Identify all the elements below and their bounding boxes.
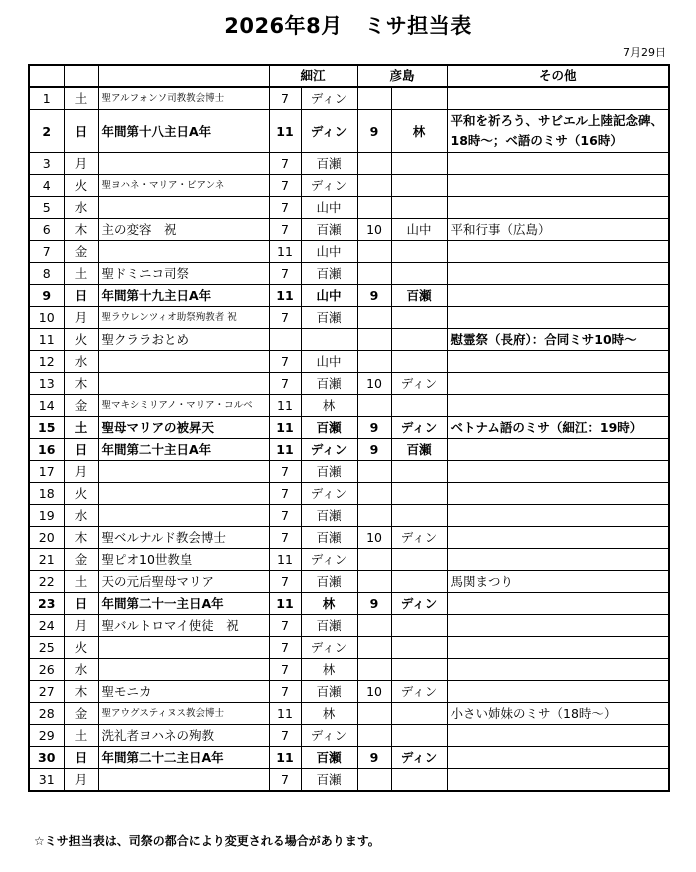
cell-hosoe-time: 11 xyxy=(269,703,301,725)
footer-note: ☆ミサ担当表は、司祭の都合により変更される場合があります。 xyxy=(34,834,380,848)
cell-other: 平和行事（広島） xyxy=(447,219,669,241)
cell-other xyxy=(447,725,669,747)
cell-hosoe-priest: 百瀬 xyxy=(301,153,357,175)
cell-hosoe-time: 7 xyxy=(269,461,301,483)
cell-day: 23 xyxy=(29,593,64,615)
cell-hikoshima-priest: ディン xyxy=(391,417,447,439)
cell-weekday: 土 xyxy=(64,571,98,593)
cell-hikoshima-time xyxy=(357,197,391,219)
cell-hosoe-priest: 百瀬 xyxy=(301,417,357,439)
cell-weekday: 木 xyxy=(64,373,98,395)
cell-hosoe-priest: 山中 xyxy=(301,197,357,219)
cell-day: 15 xyxy=(29,417,64,439)
cell-hikoshima-priest xyxy=(391,549,447,571)
cell-other: 慰霊祭（長府）：合同ミサ10時～ xyxy=(447,329,669,351)
cell-day: 3 xyxy=(29,153,64,175)
cell-hikoshima-time xyxy=(357,395,391,417)
cell-day: 25 xyxy=(29,637,64,659)
cell-hosoe-time: 7 xyxy=(269,153,301,175)
header-feast xyxy=(98,65,269,87)
cell-hikoshima-priest xyxy=(391,703,447,725)
table-row xyxy=(29,110,669,153)
cell-hikoshima-time: 9 xyxy=(357,285,391,307)
cell-day: 28 xyxy=(29,703,64,725)
cell-hikoshima-time xyxy=(357,659,391,681)
cell-day: 24 xyxy=(29,615,64,637)
cell-feast: 聖クララおとめ xyxy=(98,329,269,351)
cell-hikoshima-priest xyxy=(391,483,447,505)
cell-weekday: 火 xyxy=(64,637,98,659)
cell-hosoe-priest: ディン xyxy=(301,725,357,747)
table-row xyxy=(29,417,669,439)
cell-feast: 聖アウグスティヌス教会博士 xyxy=(98,703,269,725)
table-row xyxy=(29,681,669,703)
cell-hosoe-time: 11 xyxy=(269,285,301,307)
cell-other xyxy=(447,637,669,659)
cell-hikoshima-priest: ディン xyxy=(391,681,447,703)
table-row xyxy=(29,263,669,285)
cell-day: 9 xyxy=(29,285,64,307)
cell-weekday: 月 xyxy=(64,769,98,792)
cell-hikoshima-priest xyxy=(391,615,447,637)
cell-hikoshima-priest xyxy=(391,263,447,285)
cell-other xyxy=(447,395,669,417)
cell-hosoe-time: 7 xyxy=(269,87,301,110)
table-row xyxy=(29,87,669,110)
cell-hikoshima-time xyxy=(357,725,391,747)
cell-other xyxy=(447,373,669,395)
cell-hikoshima-priest xyxy=(391,395,447,417)
cell-day: 18 xyxy=(29,483,64,505)
cell-other xyxy=(447,439,669,461)
cell-hosoe-time: 7 xyxy=(269,373,301,395)
cell-feast: 聖マキシミリアノ・マリア・コルベ xyxy=(98,395,269,417)
cell-day: 26 xyxy=(29,659,64,681)
cell-weekday: 月 xyxy=(64,153,98,175)
cell-weekday: 日 xyxy=(64,747,98,769)
cell-hikoshima-priest: ディン xyxy=(391,527,447,549)
cell-hosoe-priest: ディン xyxy=(301,87,357,110)
table-row xyxy=(29,483,669,505)
cell-hosoe-priest: 百瀬 xyxy=(301,307,357,329)
cell-hosoe-priest: 山中 xyxy=(301,351,357,373)
cell-weekday: 木 xyxy=(64,527,98,549)
cell-other xyxy=(447,593,669,615)
cell-hosoe-time: 7 xyxy=(269,769,301,792)
cell-hosoe-time: 7 xyxy=(269,483,301,505)
cell-hosoe-time: 11 xyxy=(269,747,301,769)
cell-hosoe-priest xyxy=(301,329,357,351)
cell-weekday: 金 xyxy=(64,395,98,417)
table-row xyxy=(29,505,669,527)
cell-hikoshima-priest xyxy=(391,87,447,110)
cell-hikoshima-time xyxy=(357,505,391,527)
cell-hosoe-time: 7 xyxy=(269,527,301,549)
cell-hosoe-time: 11 xyxy=(269,110,301,153)
cell-day: 7 xyxy=(29,241,64,263)
cell-hosoe-time: 7 xyxy=(269,197,301,219)
cell-hosoe-time: 7 xyxy=(269,175,301,197)
cell-weekday: 日 xyxy=(64,110,98,153)
cell-hikoshima-priest xyxy=(391,461,447,483)
cell-day: 16 xyxy=(29,439,64,461)
cell-day: 4 xyxy=(29,175,64,197)
cell-hikoshima-time: 9 xyxy=(357,110,391,153)
table-row xyxy=(29,153,669,175)
cell-hosoe-priest: ディン xyxy=(301,483,357,505)
cell-day: 13 xyxy=(29,373,64,395)
cell-hikoshima-time xyxy=(357,329,391,351)
cell-other: 馬関まつり xyxy=(447,571,669,593)
cell-weekday: 水 xyxy=(64,659,98,681)
cell-other xyxy=(447,461,669,483)
cell-weekday: 金 xyxy=(64,241,98,263)
cell-hikoshima-priest xyxy=(391,505,447,527)
cell-hikoshima-priest xyxy=(391,351,447,373)
cell-day: 10 xyxy=(29,307,64,329)
cell-hosoe-time: 7 xyxy=(269,681,301,703)
cell-hikoshima-time: 10 xyxy=(357,681,391,703)
cell-feast: 聖ピオ10世教皇 xyxy=(98,549,269,571)
header-hikoshima: 彦島 xyxy=(357,65,447,87)
cell-day: 20 xyxy=(29,527,64,549)
cell-hikoshima-priest xyxy=(391,637,447,659)
table-row xyxy=(29,241,669,263)
cell-feast xyxy=(98,153,269,175)
header-other: その他 xyxy=(447,65,669,87)
cell-hosoe-time: 7 xyxy=(269,351,301,373)
table-row xyxy=(29,593,669,615)
cell-weekday: 月 xyxy=(64,461,98,483)
cell-hosoe-time: 11 xyxy=(269,549,301,571)
cell-other xyxy=(447,659,669,681)
cell-hikoshima-priest: ディン xyxy=(391,373,447,395)
table-row xyxy=(29,175,669,197)
cell-day: 31 xyxy=(29,769,64,792)
cell-day: 17 xyxy=(29,461,64,483)
cell-hosoe-priest: 林 xyxy=(301,593,357,615)
cell-hikoshima-time xyxy=(357,637,391,659)
table-row xyxy=(29,659,669,681)
cell-weekday: 土 xyxy=(64,263,98,285)
cell-other xyxy=(447,747,669,769)
table-row xyxy=(29,703,669,725)
cell-feast: 主の変容 祝 xyxy=(98,219,269,241)
cell-weekday: 日 xyxy=(64,285,98,307)
cell-weekday: 土 xyxy=(64,87,98,110)
cell-day: 19 xyxy=(29,505,64,527)
cell-hosoe-priest: 百瀬 xyxy=(301,263,357,285)
cell-feast: 年間第十八主日A年 xyxy=(98,110,269,153)
cell-hikoshima-priest xyxy=(391,175,447,197)
cell-hosoe-time: 11 xyxy=(269,395,301,417)
cell-hikoshima-time xyxy=(357,549,391,571)
cell-feast: 年間第二十主日A年 xyxy=(98,439,269,461)
cell-weekday: 水 xyxy=(64,197,98,219)
cell-other xyxy=(447,285,669,307)
cell-other xyxy=(447,615,669,637)
cell-weekday: 木 xyxy=(64,219,98,241)
cell-hikoshima-time: 9 xyxy=(357,747,391,769)
header-hosoe: 細江 xyxy=(269,65,357,87)
cell-other: 小さい姉妹のミサ（18時～） xyxy=(447,703,669,725)
cell-feast: 聖ベルナルド教会博士 xyxy=(98,527,269,549)
cell-feast: 年間第十九主日A年 xyxy=(98,285,269,307)
cell-hikoshima-time xyxy=(357,307,391,329)
table-row xyxy=(29,197,669,219)
cell-hosoe-time: 11 xyxy=(269,417,301,439)
table-row xyxy=(29,637,669,659)
table-row xyxy=(29,307,669,329)
cell-hosoe-priest: 百瀬 xyxy=(301,461,357,483)
cell-other xyxy=(447,769,669,792)
cell-hosoe-priest: ディン xyxy=(301,439,357,461)
cell-hosoe-time: 7 xyxy=(269,571,301,593)
table-row xyxy=(29,329,669,351)
cell-hosoe-priest: 百瀬 xyxy=(301,219,357,241)
cell-hosoe-priest: 百瀬 xyxy=(301,747,357,769)
cell-hosoe-priest: 百瀬 xyxy=(301,769,357,792)
cell-day: 2 xyxy=(29,110,64,153)
table-header-row xyxy=(29,65,669,87)
table-row xyxy=(29,549,669,571)
cell-hosoe-priest: ディン xyxy=(301,110,357,153)
schedule-table xyxy=(28,64,670,792)
cell-day: 6 xyxy=(29,219,64,241)
cell-hosoe-priest: 百瀬 xyxy=(301,505,357,527)
cell-other xyxy=(447,241,669,263)
cell-feast: 年間第二十二主日A年 xyxy=(98,747,269,769)
cell-feast: 聖ヨハネ・マリア・ビアンネ xyxy=(98,175,269,197)
table-row xyxy=(29,395,669,417)
cell-hosoe-time: 7 xyxy=(269,307,301,329)
cell-other xyxy=(447,483,669,505)
cell-hosoe-time: 11 xyxy=(269,593,301,615)
cell-feast xyxy=(98,241,269,263)
cell-hosoe-priest: 百瀬 xyxy=(301,615,357,637)
cell-hosoe-priest: 林 xyxy=(301,703,357,725)
cell-hosoe-time: 11 xyxy=(269,241,301,263)
cell-hosoe-time: 7 xyxy=(269,263,301,285)
table-row xyxy=(29,747,669,769)
cell-hikoshima-priest xyxy=(391,769,447,792)
cell-hikoshima-time xyxy=(357,703,391,725)
cell-hikoshima-priest: 百瀬 xyxy=(391,285,447,307)
cell-feast xyxy=(98,373,269,395)
cell-other: ベトナム語のミサ（細江：19時） xyxy=(447,417,669,439)
cell-feast: 聖ドミニコ司祭 xyxy=(98,263,269,285)
cell-hikoshima-time xyxy=(357,769,391,792)
updated-date: 7月29日 xyxy=(623,46,666,59)
table-row xyxy=(29,461,669,483)
cell-other xyxy=(447,175,669,197)
cell-hosoe-priest: 百瀬 xyxy=(301,527,357,549)
cell-hosoe-priest: ディン xyxy=(301,549,357,571)
cell-hikoshima-time xyxy=(357,175,391,197)
table-row xyxy=(29,373,669,395)
header-weekday xyxy=(64,65,98,87)
cell-weekday: 土 xyxy=(64,417,98,439)
cell-weekday: 金 xyxy=(64,703,98,725)
cell-weekday: 金 xyxy=(64,549,98,571)
cell-other xyxy=(447,681,669,703)
cell-day: 8 xyxy=(29,263,64,285)
cell-weekday: 日 xyxy=(64,439,98,461)
cell-weekday: 木 xyxy=(64,681,98,703)
table-row xyxy=(29,351,669,373)
cell-day: 14 xyxy=(29,395,64,417)
header-day xyxy=(29,65,64,87)
cell-hosoe-priest: ディン xyxy=(301,175,357,197)
cell-day: 27 xyxy=(29,681,64,703)
cell-feast: 聖母マリアの被昇天 xyxy=(98,417,269,439)
cell-hikoshima-time: 10 xyxy=(357,373,391,395)
cell-hosoe-time: 7 xyxy=(269,615,301,637)
cell-hosoe-priest: 山中 xyxy=(301,241,357,263)
cell-hikoshima-time xyxy=(357,571,391,593)
table-row xyxy=(29,285,669,307)
cell-day: 30 xyxy=(29,747,64,769)
page-title: 2026年8月 ミサ担当表 xyxy=(224,14,472,38)
cell-feast xyxy=(98,461,269,483)
cell-weekday: 水 xyxy=(64,351,98,373)
cell-weekday: 火 xyxy=(64,175,98,197)
cell-other xyxy=(447,153,669,175)
cell-other xyxy=(447,527,669,549)
cell-day: 29 xyxy=(29,725,64,747)
cell-other xyxy=(447,351,669,373)
cell-day: 5 xyxy=(29,197,64,219)
cell-day: 22 xyxy=(29,571,64,593)
cell-day: 21 xyxy=(29,549,64,571)
cell-feast: 年間第二十一主日A年 xyxy=(98,593,269,615)
cell-feast xyxy=(98,351,269,373)
cell-other xyxy=(447,87,669,110)
cell-feast: 聖モニカ xyxy=(98,681,269,703)
cell-feast xyxy=(98,769,269,792)
cell-weekday: 日 xyxy=(64,593,98,615)
cell-hikoshima-time: 10 xyxy=(357,219,391,241)
cell-day: 11 xyxy=(29,329,64,351)
table-row xyxy=(29,219,669,241)
cell-hikoshima-time: 9 xyxy=(357,417,391,439)
cell-other: 平和を祈ろう、サビエル上陸記念碑、18時～；ベ語のミサ（16時） xyxy=(447,110,669,153)
cell-hikoshima-time: 9 xyxy=(357,593,391,615)
cell-hikoshima-priest xyxy=(391,571,447,593)
cell-day: 12 xyxy=(29,351,64,373)
cell-hosoe-priest: ディン xyxy=(301,637,357,659)
cell-feast: 聖アルフォンソ司教教会博士 xyxy=(98,87,269,110)
table-row xyxy=(29,527,669,549)
cell-feast xyxy=(98,197,269,219)
cell-hikoshima-priest xyxy=(391,725,447,747)
cell-hikoshima-priest: 林 xyxy=(391,110,447,153)
cell-feast xyxy=(98,505,269,527)
cell-hosoe-time: 7 xyxy=(269,725,301,747)
table-row xyxy=(29,769,669,792)
cell-hikoshima-time xyxy=(357,263,391,285)
cell-hikoshima-time: 9 xyxy=(357,439,391,461)
cell-hosoe-priest: 山中 xyxy=(301,285,357,307)
cell-hikoshima-priest: 百瀬 xyxy=(391,439,447,461)
table-row xyxy=(29,571,669,593)
cell-hikoshima-priest xyxy=(391,329,447,351)
cell-hikoshima-time xyxy=(357,241,391,263)
cell-hikoshima-time xyxy=(357,351,391,373)
cell-hikoshima-time xyxy=(357,153,391,175)
cell-other xyxy=(447,549,669,571)
table-row xyxy=(29,439,669,461)
cell-hosoe-time: 7 xyxy=(269,637,301,659)
cell-weekday: 水 xyxy=(64,505,98,527)
cell-hikoshima-time: 10 xyxy=(357,527,391,549)
cell-hosoe-priest: 百瀬 xyxy=(301,571,357,593)
cell-feast: 聖ラウレンツィオ助祭殉教者 祝 xyxy=(98,307,269,329)
table-row xyxy=(29,615,669,637)
cell-day: 1 xyxy=(29,87,64,110)
cell-feast xyxy=(98,637,269,659)
cell-hosoe-priest: 百瀬 xyxy=(301,681,357,703)
cell-feast xyxy=(98,659,269,681)
cell-weekday: 火 xyxy=(64,329,98,351)
cell-hikoshima-priest: 山中 xyxy=(391,219,447,241)
cell-hikoshima-time xyxy=(357,461,391,483)
cell-feast: 天の元后聖母マリア xyxy=(98,571,269,593)
cell-feast: 聖バルトロマイ使徒 祝 xyxy=(98,615,269,637)
cell-hosoe-time xyxy=(269,329,301,351)
cell-hosoe-priest: 百瀬 xyxy=(301,373,357,395)
cell-other xyxy=(447,505,669,527)
cell-hikoshima-priest xyxy=(391,307,447,329)
table-row xyxy=(29,725,669,747)
cell-weekday: 火 xyxy=(64,483,98,505)
cell-feast: 洗礼者ヨハネの殉教 xyxy=(98,725,269,747)
cell-hosoe-priest: 林 xyxy=(301,395,357,417)
cell-other xyxy=(447,307,669,329)
cell-feast xyxy=(98,483,269,505)
cell-hosoe-priest: 林 xyxy=(301,659,357,681)
cell-weekday: 月 xyxy=(64,615,98,637)
cell-hikoshima-priest xyxy=(391,197,447,219)
cell-hikoshima-priest xyxy=(391,241,447,263)
cell-hikoshima-time xyxy=(357,483,391,505)
cell-hosoe-time: 7 xyxy=(269,505,301,527)
cell-weekday: 土 xyxy=(64,725,98,747)
cell-hikoshima-priest: ディン xyxy=(391,593,447,615)
cell-other xyxy=(447,263,669,285)
cell-weekday: 月 xyxy=(64,307,98,329)
cell-hikoshima-priest xyxy=(391,153,447,175)
cell-hikoshima-time xyxy=(357,87,391,110)
cell-hikoshima-time xyxy=(357,615,391,637)
cell-hosoe-time: 7 xyxy=(269,219,301,241)
cell-hikoshima-priest xyxy=(391,659,447,681)
cell-hikoshima-priest: ディン xyxy=(391,747,447,769)
cell-hosoe-time: 11 xyxy=(269,439,301,461)
cell-other xyxy=(447,197,669,219)
cell-hosoe-time: 7 xyxy=(269,659,301,681)
